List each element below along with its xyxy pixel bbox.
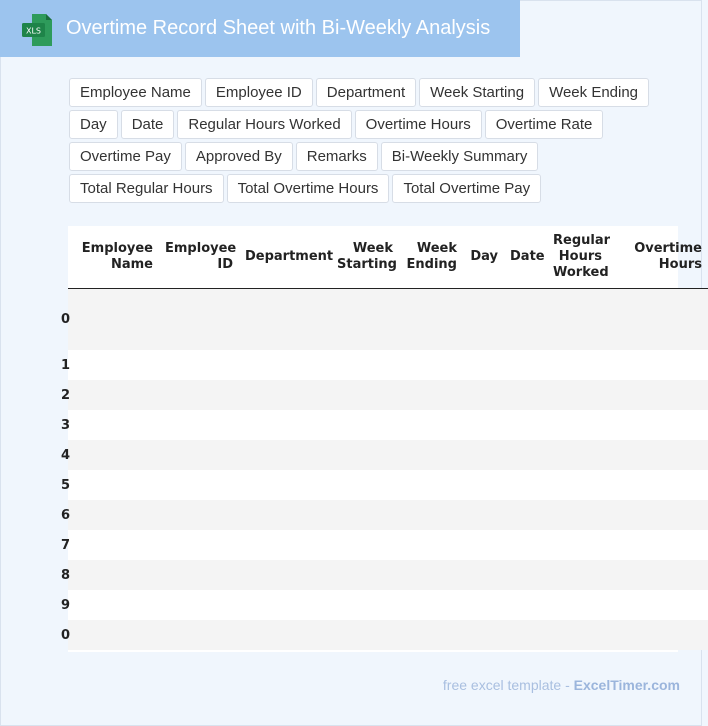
field-tag-total-overtime-hours[interactable]: Total Overtime Hours: [227, 174, 390, 203]
table-cell[interactable]: [159, 500, 239, 530]
table-cell[interactable]: [547, 500, 608, 530]
table-cell[interactable]: [159, 350, 239, 380]
field-tag-overtime-pay[interactable]: Overtime Pay: [69, 142, 182, 171]
table-cell[interactable]: [463, 289, 504, 351]
record-table: [61, 226, 702, 652]
table-cell[interactable]: [547, 470, 608, 500]
column-header-department: [239, 226, 334, 289]
row-index-cell[interactable]: 0: [61, 312, 71, 327]
column-header-overtime-hours: [608, 226, 708, 289]
table-cell[interactable]: [399, 440, 463, 470]
table-cell[interactable]: [547, 440, 608, 470]
footer-text: free excel template -: [442, 677, 570, 693]
table-cell[interactable]: [608, 590, 708, 620]
table-cell[interactable]: [547, 350, 608, 380]
table-row: [68, 380, 708, 410]
table-cell[interactable]: [331, 350, 399, 380]
table-cell[interactable]: [159, 440, 239, 470]
column-header-line: Name: [110, 257, 153, 272]
table-cell[interactable]: [547, 560, 608, 590]
table-cell[interactable]: [159, 289, 239, 351]
table-cell[interactable]: [547, 380, 608, 410]
column-header-line: Regular: [553, 233, 611, 248]
field-tag-total-overtime-pay[interactable]: Total Overtime Pay: [392, 174, 541, 203]
table-cell[interactable]: [239, 590, 331, 620]
table-cell[interactable]: [504, 530, 547, 560]
table-cell[interactable]: [239, 440, 331, 470]
row-index-cell[interactable]: 4: [61, 447, 71, 463]
table-cell[interactable]: [463, 500, 504, 530]
table-cell[interactable]: [159, 380, 239, 410]
field-tag-employee-id[interactable]: Employee ID: [205, 78, 313, 107]
column-header-line: Hours: [558, 249, 602, 264]
table-cell[interactable]: [463, 560, 504, 590]
table-row: [68, 289, 708, 351]
field-tag-employee-name[interactable]: Employee Name: [69, 78, 202, 107]
table-cell[interactable]: [608, 560, 708, 590]
table-row: [68, 620, 708, 650]
table-cell[interactable]: [608, 530, 708, 560]
column-header-line: Overtime: [634, 241, 702, 256]
row-index-cell[interactable]: 2: [61, 387, 71, 403]
table-cell[interactable]: [399, 410, 463, 440]
table-cell[interactable]: [159, 560, 239, 590]
table-cell[interactable]: [159, 410, 239, 440]
table-cell[interactable]: [331, 500, 399, 530]
table-cell[interactable]: [463, 380, 504, 410]
column-header-line: Starting: [337, 257, 397, 272]
table-cell[interactable]: [504, 410, 547, 440]
table-cell[interactable]: [399, 289, 463, 351]
column-header-employee-id: [159, 226, 239, 289]
table-cell[interactable]: [399, 470, 463, 500]
table-cell[interactable]: [239, 500, 331, 530]
table-row: [68, 500, 708, 530]
table-cell[interactable]: [463, 590, 504, 620]
column-header-line: Employee: [81, 241, 153, 256]
table-cell[interactable]: [504, 500, 547, 530]
table-cell[interactable]: [331, 470, 399, 500]
table-cell[interactable]: [331, 440, 399, 470]
table-cell[interactable]: [504, 289, 547, 351]
field-tag-approved-by[interactable]: Approved By: [185, 142, 293, 171]
table-cell[interactable]: [331, 590, 399, 620]
table-cell[interactable]: [399, 500, 463, 530]
field-tag-list: [69, 78, 689, 203]
column-header-line: Department: [245, 249, 334, 264]
field-tag-overtime-rate[interactable]: Overtime Rate: [485, 110, 604, 139]
table-cell[interactable]: [331, 560, 399, 590]
table-cell[interactable]: [463, 440, 504, 470]
table-cell[interactable]: [463, 350, 504, 380]
table-cell[interactable]: [239, 560, 331, 590]
table-cell[interactable]: [504, 350, 547, 380]
field-tag-week-starting[interactable]: Week Starting: [419, 78, 535, 107]
table-cell[interactable]: [608, 289, 708, 351]
table-row: [68, 440, 708, 470]
table-cell[interactable]: [331, 530, 399, 560]
table-cell[interactable]: [504, 470, 547, 500]
column-header-line: Day: [470, 249, 498, 264]
table-cell[interactable]: [504, 590, 547, 620]
table-cell[interactable]: [463, 470, 504, 500]
table-cell[interactable]: [608, 440, 708, 470]
row-index-cell[interactable]: 8: [61, 567, 71, 583]
table-cell[interactable]: [159, 530, 239, 560]
table-cell[interactable]: [399, 590, 463, 620]
field-tag-department[interactable]: Department: [316, 78, 416, 107]
column-header-line: ID: [217, 257, 233, 272]
table-cell[interactable]: [504, 560, 547, 590]
field-tag-bi-weekly-summary[interactable]: Bi-Weekly Summary: [381, 142, 539, 171]
field-tag-remarks[interactable]: Remarks: [296, 142, 378, 171]
field-tag-overtime-hours[interactable]: Overtime Hours: [355, 110, 482, 139]
table-cell[interactable]: [331, 380, 399, 410]
table-cell[interactable]: [504, 440, 547, 470]
table-cell[interactable]: [608, 620, 708, 650]
field-tag-week-ending[interactable]: Week Ending: [538, 78, 649, 107]
column-header-line: Ending: [406, 257, 457, 272]
table-row: [68, 350, 708, 380]
column-header-day: [463, 226, 504, 289]
table-cell[interactable]: [463, 620, 504, 650]
table-cell[interactable]: [399, 560, 463, 590]
table-cell[interactable]: [547, 410, 608, 440]
table-cell[interactable]: [239, 620, 331, 650]
table-cell[interactable]: [159, 590, 239, 620]
column-header-week-ending: [399, 226, 463, 289]
table-cell[interactable]: [608, 380, 708, 410]
table-cell[interactable]: [399, 530, 463, 560]
column-header-line: Employee: [165, 241, 237, 256]
table-cell[interactable]: [399, 350, 463, 380]
row-index-cell[interactable]: 6: [61, 507, 71, 523]
table-cell[interactable]: [547, 530, 608, 560]
row-index-cell[interactable]: 7: [61, 537, 71, 553]
table-row: [68, 590, 708, 620]
footer-brand-link[interactable]: ExcelTimer.com: [573, 677, 680, 693]
table-cell[interactable]: [159, 470, 239, 500]
column-header-employee-name: [68, 226, 159, 289]
field-tag-regular-hours-worked[interactable]: Regular Hours Worked: [177, 110, 351, 139]
table-cell[interactable]: [547, 620, 608, 650]
table-cell[interactable]: [239, 470, 331, 500]
table-cell[interactable]: [547, 590, 608, 620]
column-header-date: [504, 226, 547, 289]
svg-text:XLS: XLS: [25, 26, 42, 36]
table-cell[interactable]: [331, 620, 399, 650]
table-header-row: [68, 226, 708, 289]
column-header-line: Hours: [658, 257, 702, 272]
excel-file-icon: [22, 14, 52, 46]
table-cell[interactable]: [608, 500, 708, 530]
table-cell[interactable]: [504, 380, 547, 410]
table-cell[interactable]: [504, 620, 547, 650]
row-index-cell[interactable]: 3: [61, 417, 71, 433]
row-index-cell[interactable]: 9: [61, 597, 71, 613]
table-cell[interactable]: [608, 350, 708, 380]
table-cell[interactable]: [608, 470, 708, 500]
row-index-cell[interactable]: 0: [61, 627, 71, 643]
column-header-line: Worked: [553, 265, 609, 280]
title-banner: [0, 0, 520, 57]
table-cell[interactable]: [331, 289, 399, 351]
page-title: Overtime Record Sheet with Bi-Weekly Analysis: [66, 17, 491, 39]
column-header-line: Week: [352, 241, 393, 256]
row-index-cell[interactable]: 1: [61, 357, 71, 373]
table-cell[interactable]: [399, 380, 463, 410]
column-header-regular-hours-worked: [547, 226, 611, 289]
row-index-cell[interactable]: 5: [61, 477, 71, 493]
table-cell[interactable]: [239, 380, 331, 410]
table-cell[interactable]: [608, 410, 708, 440]
table-cell[interactable]: [399, 620, 463, 650]
table-cell[interactable]: [547, 289, 608, 351]
footer: [443, 677, 680, 693]
table-cell[interactable]: [239, 350, 331, 380]
table-cell[interactable]: [239, 530, 331, 560]
table-row: [68, 560, 708, 590]
table-cell[interactable]: [159, 620, 239, 650]
table-cell[interactable]: [239, 410, 331, 440]
table-cell[interactable]: [239, 289, 331, 351]
table-row: [68, 410, 708, 440]
column-header-line: Date: [510, 249, 545, 264]
column-header-line: Week: [416, 241, 457, 256]
table-row: [68, 530, 708, 560]
table-cell[interactable]: [463, 410, 504, 440]
table-row: [68, 470, 708, 500]
field-tag-total-regular-hours[interactable]: Total Regular Hours: [69, 174, 224, 203]
field-tag-day[interactable]: Day: [69, 110, 118, 139]
column-header-week-starting: [331, 226, 399, 289]
field-tag-date[interactable]: Date: [121, 110, 175, 139]
table-cell[interactable]: [463, 530, 504, 560]
table-cell[interactable]: [331, 410, 399, 440]
